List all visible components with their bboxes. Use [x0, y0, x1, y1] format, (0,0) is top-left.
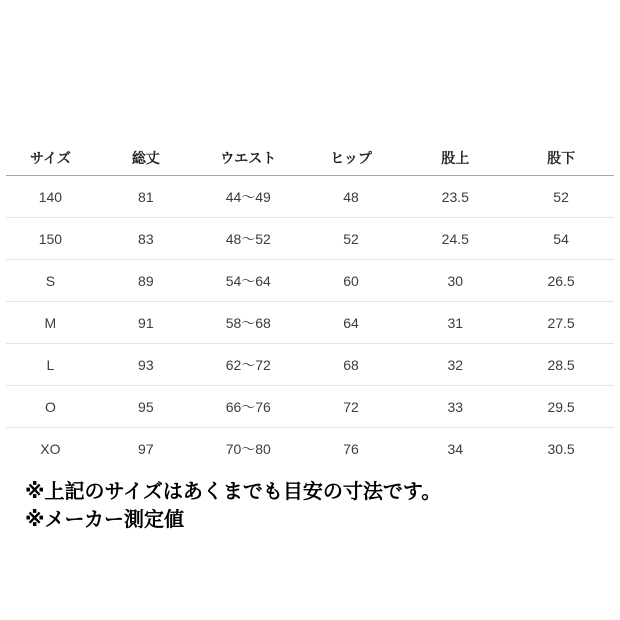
- table-cell: 150: [6, 218, 95, 260]
- note-manufacturer: ※メーカー測定値: [25, 509, 185, 531]
- table-cell: L: [6, 344, 95, 386]
- table-cell: 28.5: [508, 344, 614, 386]
- table-cell: 66〜76: [197, 386, 300, 428]
- table-cell: 24.5: [402, 218, 508, 260]
- table-cell: 89: [95, 260, 197, 302]
- table-row-150: [6, 218, 614, 260]
- column-header-rise: 股上: [402, 141, 508, 176]
- table-cell: 54: [508, 218, 614, 260]
- table-cell: 34: [447, 440, 464, 457]
- table-cell: 52: [300, 218, 403, 260]
- table-cell: 93: [95, 344, 197, 386]
- table-cell: 83: [95, 218, 197, 260]
- note-disclaimer: ※上記のサイズはあくまでも目安の寸法です。: [25, 481, 442, 503]
- table-cell: 44〜49: [197, 176, 300, 218]
- table-cell: S: [6, 260, 95, 302]
- size-chart-table: [6, 141, 614, 469]
- table-cell: 62〜72: [197, 344, 300, 386]
- table-cell: 32: [402, 344, 508, 386]
- table-cell: 31: [402, 302, 508, 344]
- table-cell: 68: [300, 344, 403, 386]
- table-row-140: [6, 176, 614, 218]
- table-cell: 76: [343, 440, 359, 457]
- column-header-size: サイズ: [6, 141, 95, 176]
- table-cell: 97: [138, 440, 154, 457]
- column-header-waist: ウエスト: [197, 141, 300, 176]
- table-cell: 54〜64: [197, 260, 300, 302]
- table-cell: 58〜68: [197, 302, 300, 344]
- table-cell: 70〜80: [225, 440, 271, 457]
- table-cell: 29.5: [508, 386, 614, 428]
- table-cell: 95: [95, 386, 197, 428]
- table-cell: 72: [300, 386, 403, 428]
- column-header-inseam: 股下: [508, 141, 614, 176]
- table-cell: 52: [508, 176, 614, 218]
- table-header-row: [6, 141, 614, 176]
- notes: [25, 478, 620, 534]
- column-header-hip: ヒップ: [300, 141, 403, 176]
- table-cell: 81: [95, 176, 197, 218]
- table-cell: 64: [300, 302, 403, 344]
- table-cell: 48〜52: [197, 218, 300, 260]
- table-cell: 48: [300, 176, 403, 218]
- table-cell: 60: [300, 260, 403, 302]
- table-cell: 30.5: [547, 440, 575, 457]
- table-row-m: [6, 302, 614, 344]
- table-cell: 23.5: [402, 176, 508, 218]
- table-row-xo: [6, 428, 614, 470]
- column-header-length: 総丈: [95, 141, 197, 176]
- table-row-s: [6, 260, 614, 302]
- table-cell: 91: [95, 302, 197, 344]
- table-cell: 33: [402, 386, 508, 428]
- table-row-l: [6, 344, 614, 386]
- table-row-o: [6, 386, 614, 428]
- table-cell: 140: [6, 176, 95, 218]
- table-cell: 26.5: [508, 260, 614, 302]
- table-cell: O: [6, 386, 95, 428]
- table-cell: M: [6, 302, 95, 344]
- table-cell: 30: [402, 260, 508, 302]
- table-cell: 27.5: [508, 302, 614, 344]
- table-cell: XO: [40, 440, 61, 457]
